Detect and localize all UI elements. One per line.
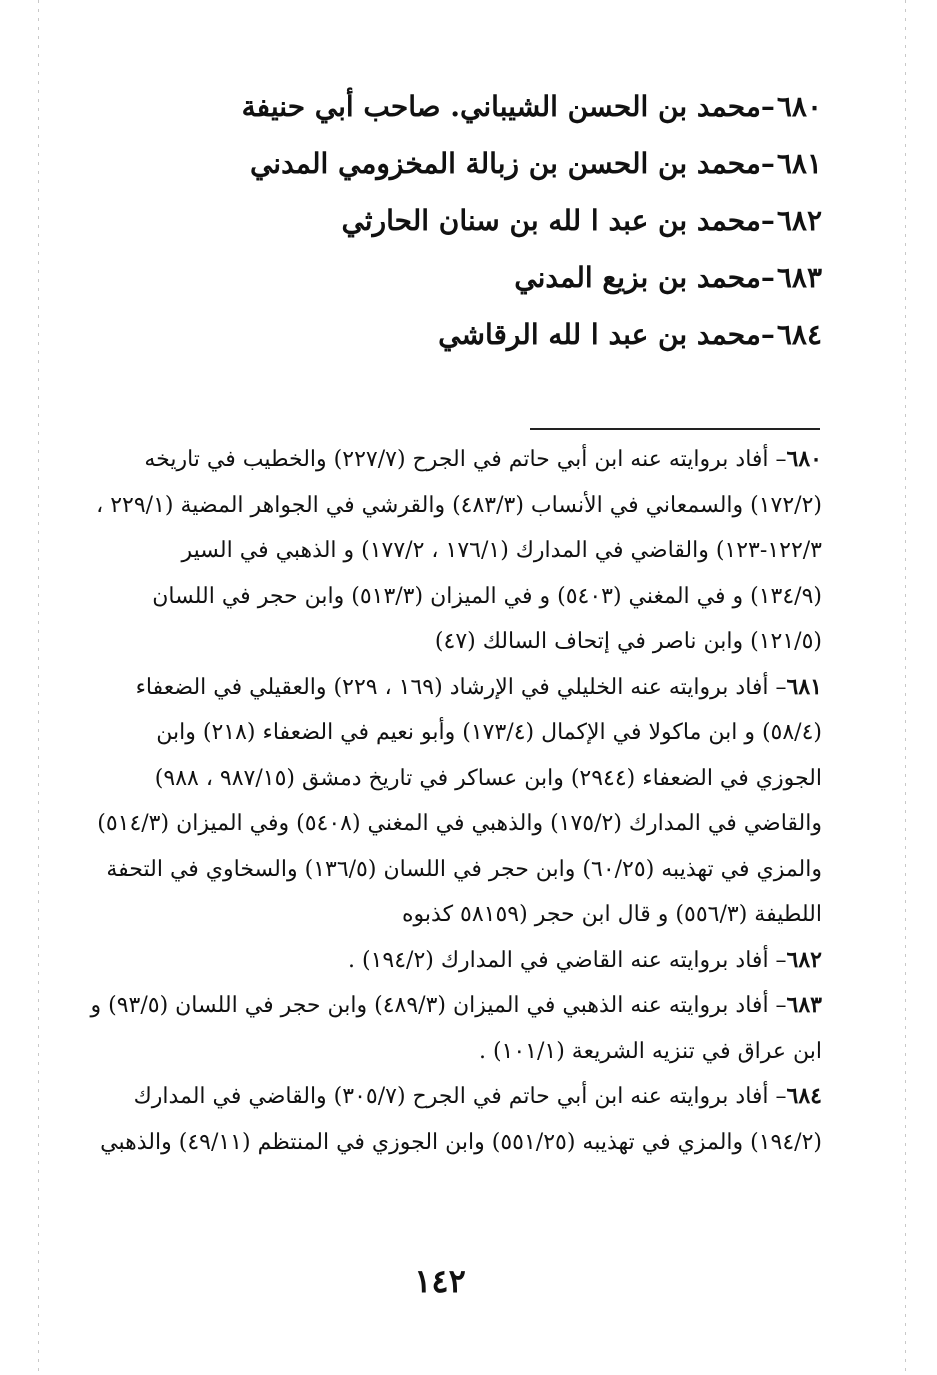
footnote-text: (٥٨/٤) و ابن ماكولا في الإكمال (١٧٣/٤) وأبو نعيم في الضعفاء (٢١٨) وابن <box>156 720 822 745</box>
entry-number: ٦٨٣ <box>776 261 822 294</box>
footnote-line <box>87 801 822 847</box>
footnote-text: الجوزي في الضعفاء (٢٩٤٤) وابن عساكر في تاريخ دمشق (٩٨٧/١٥ ، ٩٨٨) <box>154 765 822 791</box>
footnote-line <box>87 892 822 938</box>
entry-text: –محمد بن بزيع المدني <box>514 261 775 294</box>
footnote-line <box>87 574 822 620</box>
footnote-text: – أفاد بروايته عنه ابن أبي حاتم في الجرح (٢٢٧/٧) والخطيب في تاريخه <box>144 447 787 472</box>
footnote-line <box>87 437 822 483</box>
narrator-entry <box>249 135 822 192</box>
footnote-number: ٦٨٠ <box>786 446 822 472</box>
footnote-text: – أفاد بروايته عنه القاضي في المدارك (١٩٤/٢) . <box>348 947 787 973</box>
entry-number: ٦٨٤ <box>776 318 822 351</box>
footnote-line <box>87 983 822 1029</box>
footnote-line <box>87 938 822 984</box>
footnote-text: اللطيفة (٥٥٦/٣) و قال ابن حجر (٥٨١٥٩ كذبوه <box>402 902 822 927</box>
footnote-line <box>87 619 822 665</box>
footnote-text: ١٢٢/٣-١٢٣) والقاضي في المدارك (١٧٦/١ ، ١٧٧/٢) و الذهبي في السير <box>181 538 822 563</box>
footnote-number: ٦٨١ <box>786 673 822 700</box>
narrator-list <box>241 78 822 363</box>
entry-number: ٦٨٢ <box>776 204 822 237</box>
scan-edge-right <box>905 0 906 1375</box>
footnote-line <box>87 483 822 529</box>
narrator-entry <box>262 249 822 306</box>
entry-number: ٦٨١ <box>776 147 822 180</box>
footnote-text: (١٢١/٥) وابن ناصر في إتحاف السالك (٤٧) <box>434 629 822 654</box>
footnotes <box>87 437 822 1165</box>
narrator-entry <box>262 306 822 363</box>
narrator-entry <box>241 78 822 135</box>
footnote-line <box>87 756 822 802</box>
footnote-line <box>87 665 822 711</box>
footnote-text: – أفاد بروايته عنه ابن أبي حاتم في الجرح (٣٠٥/٧) والقاضي في المدارك <box>133 1084 787 1109</box>
footnote-number: ٦٨٤ <box>786 1083 822 1109</box>
footnote-text: (١٧٢/٢) والسمعاني في الأنساب (٤٨٣/٣) والقرشي في الجواهر المضية (٢٢٩/١ ، <box>96 492 822 518</box>
footnote-text: ابن عراق في تنزيه الشريعة (١٠١/١) . <box>478 1038 822 1064</box>
footnote-text: – أفاد بروايته عنه الخليلي في الإرشاد (١٦٩ ، ٢٢٩) والعقيلي في الضعفاء <box>135 674 787 700</box>
footnote-line <box>87 1029 822 1075</box>
footnote-text: والمزي في تهذيبه (٦٠/٢٥) وابن حجر في اللسان (١٣٦/٥) والسخاوي في التحفة <box>106 856 822 882</box>
entry-text: –محمد بن الحسن الشيباني. صاحب أبي حنيفة <box>241 90 775 123</box>
entry-number: ٦٨٠ <box>776 90 822 123</box>
entry-text: –محمد بن عبد ا لله الرقاشي <box>438 318 775 351</box>
scan-edge-left <box>38 0 39 1375</box>
footnote-number: ٦٨٢ <box>786 946 822 973</box>
footnote-text: (١٩٤/٢) والمزي في تهذيبه (٥٥١/٢٥) وابن الجوزي في المنتظم (٤٩/١١) والذهبي <box>100 1129 822 1155</box>
narrator-entry <box>262 192 822 249</box>
footnote-text: والقاضي في المدارك (١٧٥/٢) والذهبي في المغني (٥٤٠٨) وفي الميزان (٥١٤/٣) <box>97 811 822 836</box>
footnote-text: (١٣٤/٩) و في المغني (٥٤٠٣) و في الميزان (٥١٣/٣) وابن حجر في اللسان <box>152 583 822 609</box>
page-number: ١٤٢ <box>414 1262 466 1300</box>
footnote-number: ٦٨٣ <box>786 992 822 1018</box>
footnote-line <box>87 528 822 574</box>
entry-text: –محمد بن الحسن بن زبالة المخزومي المدني <box>249 147 775 180</box>
footnote-line <box>87 1074 822 1120</box>
entry-text: –محمد بن عبد ا لله بن سنان الحارثي <box>341 204 775 237</box>
footnote-line <box>87 847 822 893</box>
footnote-line <box>87 710 822 756</box>
footnote-separator <box>530 428 820 430</box>
footnote-line <box>87 1120 822 1166</box>
footnote-text: – أفاد بروايته عنه الذهبي في الميزان (٤٨٩/٣) وابن حجر في اللسان (٩٣/٥) و <box>90 993 787 1018</box>
